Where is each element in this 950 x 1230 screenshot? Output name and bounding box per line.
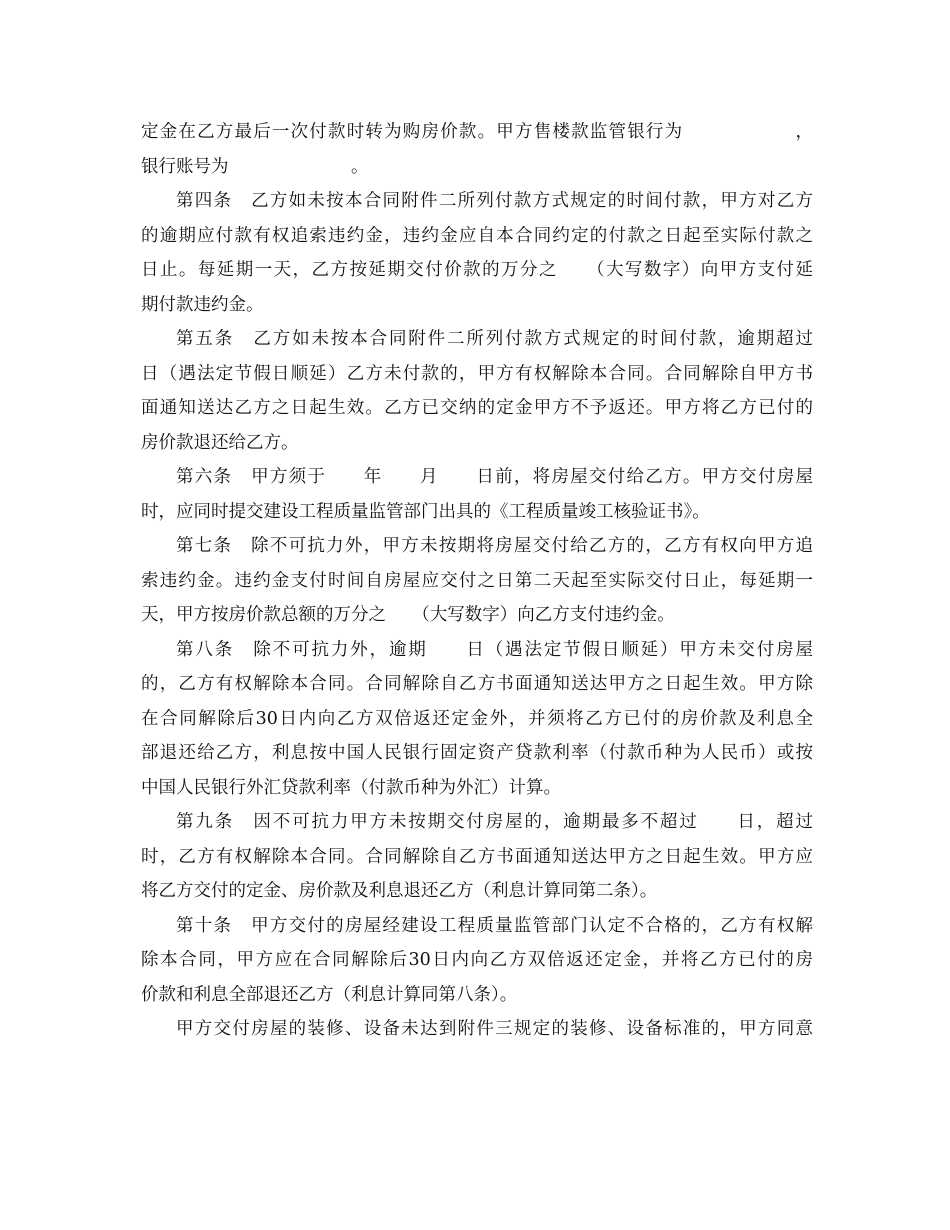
text-line: 第九条 因不可抗力甲方未按期交付房屋的，逾期最多不超过 日，超过	[176, 812, 813, 832]
text-line: 日止。每延期一天，乙方按延期交付价款的万分之 （大写数字）向甲方支付延	[141, 260, 813, 280]
text-line: 价款和利息全部退还乙方（利息计算同第八条）。	[141, 984, 518, 1005]
text-line: 银行账号为 。	[141, 156, 369, 177]
text-line: 时，应同时提交建设工程质量监管部门出具的《工程质量竣工核验证书》。	[141, 501, 710, 522]
text-line: 日（遇法定节假日顺延）乙方未付款的，甲方有权解除本合同。合同解除自甲方书	[141, 363, 813, 384]
text-line: 的，乙方有权解除本合同。合同解除自乙方书面通知送达甲方之日起生效。甲方除	[141, 674, 813, 694]
text-line: 时，乙方有权解除本合同。合同解除自乙方书面通知送达甲方之日起生效。甲方应	[141, 846, 813, 867]
text-line: 索违约金。违约金支付时间自房屋应交付之日第二天起至实际交付日止，每延期一	[141, 570, 813, 591]
text-line: 期付款违约金。	[141, 294, 264, 315]
text-line: 除本合同，甲方应在合同解除后30日内向乙方双倍返还定金，并将乙方已付的房	[141, 950, 813, 970]
text-line: 房价款退还给乙方。	[141, 432, 299, 453]
text-line: 将乙方交付的定金、房价款及利息退还乙方（利息计算同第二条）。	[141, 881, 658, 901]
contract-text-body	[141, 115, 813, 1047]
text-line: 第六条 甲方须于 年 月 日前，将房屋交付给乙方。甲方交付房屋	[176, 467, 813, 487]
text-line: 定金在乙方最后一次付款时转为购房价款。甲方售楼款监管银行为 ，	[141, 122, 813, 142]
text-line: 在合同解除后30日内向乙方双倍返还定金外，并须将乙方已付的房价款及利息全	[141, 708, 813, 729]
text-line: 天，甲方按房价款总额的万分之 （大写数字）向乙方支付违约金。	[141, 605, 675, 625]
text-line: 的逾期应付款有权追索违约金，违约金应自本合同约定的付款之日起至实际付款之	[141, 225, 813, 246]
text-line: 甲方交付房屋的装修、设备未达到附件三规定的装修、设备标准的，甲方同意	[176, 1019, 813, 1039]
text-line: 第四条 乙方如未按本合同附件二所列付款方式规定的时间付款，甲方对乙方	[176, 191, 813, 211]
text-line: 面通知送达乙方之日起生效。乙方已交纳的定金甲方不予返还。甲方将乙方已付的	[141, 398, 813, 418]
text-line: 部退还给乙方，利息按中国人民银行固定资产贷款利率（付款币种为人民币）或按	[141, 743, 813, 763]
text-line: 第五条 乙方如未按本合同附件二所列付款方式规定的时间付款，逾期超过	[176, 329, 813, 349]
text-line: 中国人民银行外汇贷款利率（付款币种为外汇）计算。	[141, 777, 561, 798]
text-line: 第七条 除不可抗力外，甲方未按期将房屋交付给乙方的，乙方有权向甲方追	[176, 536, 813, 556]
text-line: 第十条 甲方交付的房屋经建设工程质量监管部门认定不合格的，乙方有权解	[176, 915, 813, 936]
text-line: 第八条 除不可抗力外，逾期 日（遇法定节假日顺延）甲方未交付房屋	[176, 639, 813, 660]
